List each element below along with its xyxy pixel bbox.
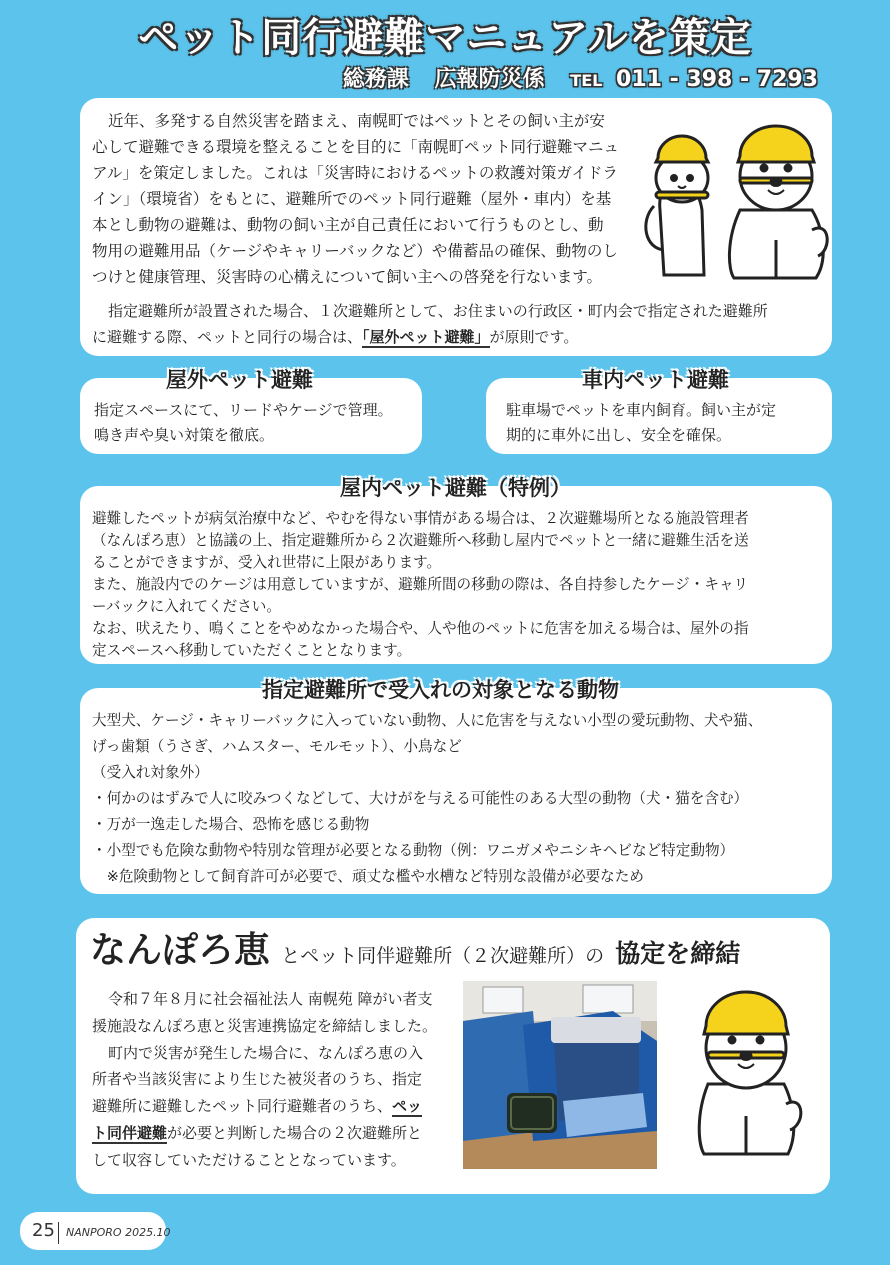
contact-info [325, 62, 818, 93]
indoor-title: 屋内ペット避難（特例） [340, 476, 571, 500]
cat-and-dog-illustration [636, 110, 832, 290]
car-line: 駐車場でペットを車内飼育。飼い主が定 [506, 401, 777, 419]
indoor-line: （なんぽろ恵）と協議の上、指定避難所から２次避難所へ移動し屋内でペットと一緒に避難生活を送 [92, 532, 749, 549]
dept-label: 総務課 [342, 67, 409, 92]
dog-illustration [690, 984, 806, 1160]
intro-line: 本とし動物の避難は、動物の飼い主が自己責任において行うものとし、動 [92, 216, 604, 234]
animals-line: （受入れ対象外） [92, 764, 209, 781]
page-title: ペット同行避難マニュアルを策定 [138, 15, 752, 61]
animals-line: ・小型でも危険な動物や特別な管理が必要となる動物（例：ワニガメやニシキヘビなど特定動物） [92, 842, 735, 859]
indoor-line: また、施設内でのケージは用意していますが、避難所間の移動の際は、各自持参したケージ・キャリ [92, 576, 749, 593]
animals-line: ※危険動物として飼育許可が必要で、頑丈な檻や水槽など特別な設備が必要なため [92, 868, 644, 885]
intro-paragraph-2 [92, 298, 828, 350]
outdoor-line: 鳴き声や臭い対策を徹底。 [94, 426, 275, 444]
indoor-line: なお、吠えたり、鳴くことをやめなかった場合や、人や他のペットに危害を加える場合は、屋外の指 [92, 620, 749, 637]
animals-line: ・何かのはずみで人に咬みつくなどして、大けがを与える可能性のある大型の動物（犬・猫を含む） [92, 790, 749, 807]
intro-line: 物用の避難用品（ケージやキャリーバックなど）や備蓄品の確保、動物のし [92, 242, 618, 260]
tel-label: TEL [570, 71, 603, 90]
animals-text [92, 708, 828, 890]
agreement-text: が必要と判断した場合の２次避難所と [167, 1123, 423, 1142]
intro-line: 心して避難できる環境を整えることを目的に「南幌町ペット同行避難マニュ [92, 138, 620, 156]
animals-line: 大型犬、ケージ・キャリーバックに入っていない動物、人に危害を与えない小型の愛玩動物、犬や猫、 [92, 712, 763, 729]
outdoor-text [94, 398, 414, 448]
shelter-tent-photo [463, 981, 657, 1169]
animals-line: げっ歯類（うさぎ、ハムスター、モルモット）、小鳥など [92, 738, 462, 755]
intro-text: が原則です。 [489, 328, 579, 346]
intro-line: 近年、多発する自然災害を踏まえ、南幌町ではペットとその飼い主が安 [108, 112, 605, 130]
page-number: 25 [32, 1220, 55, 1241]
intro-line: つけと健康管理、災害時の心構えについて飼い主への啓発を行ないます。 [92, 268, 602, 286]
agreement-line: して収容していただけることとなっています。 [92, 1150, 406, 1169]
intro-line [92, 324, 828, 350]
issue-label: NANPORO 2025.10 [66, 1226, 171, 1239]
car-title: 車内ペット避難 [582, 368, 729, 392]
agreement-line: 所者や当該災害により生じた被災者のうち、指定 [92, 1070, 423, 1089]
outdoor-line: 指定スペースにて、リードやケージで管理。 [94, 401, 393, 419]
agreement-line [92, 1093, 462, 1120]
agreement-title-mid: とペット同伴避難所（２次避難所）の [281, 945, 605, 967]
dog-helmet-icon [699, 992, 801, 1154]
intro-line: イン」（環境省）をもとに、避難所でのペット同行避難（屋外・車内）を基 [92, 190, 612, 208]
pet-companion-emphasis: ペッ [392, 1097, 423, 1116]
outdoor-emphasis: 「屋外ペット避難」 [362, 328, 490, 346]
indoor-text [92, 508, 828, 662]
outdoor-title: 屋外ペット避難 [166, 368, 313, 392]
section-label: 広報防災係 [434, 67, 545, 92]
agreement-text: 避難所に避難したペット同行避難者のうち、 [92, 1097, 393, 1116]
intro-paragraph-1 [92, 108, 640, 290]
car-line: 期的に車外に出し、安全を確保。 [506, 426, 732, 444]
agreement-line: 令和７年８月に社会福祉法人 南幌苑 障がい者支 [108, 990, 433, 1008]
indoor-line: ることができますが、受入れ世帯に上限があります。 [92, 554, 442, 571]
tel-number: 011 - 398 - 7293 [616, 67, 818, 92]
animals-line: ・万が一逸走した場合、恐怖を感じる動物 [92, 816, 370, 833]
intro-line: 指定避難所が設置された場合、１次避難所として、お住まいの行政区・町内会で指定された避難所 [108, 302, 768, 320]
agreement-line: 援施設なんぽろ恵と災害連携協定を締結しました。 [92, 1016, 438, 1035]
agreement-heading [90, 922, 740, 973]
indoor-line: 定スペースへ移動していただくこととなります。 [92, 642, 412, 659]
agreement-line: 町内で災害が発生した場合に、なんぽろ恵の入 [108, 1043, 424, 1062]
indoor-line: ーバックに入れてください。 [92, 598, 281, 615]
intro-text: に避難する際、ペットと同行の場合は、 [92, 328, 363, 346]
footer-divider [58, 1222, 59, 1244]
agreement-line [92, 1120, 462, 1147]
car-text [506, 398, 826, 448]
pet-companion-emphasis: ト同伴避難 [92, 1123, 168, 1142]
agreement-title-end: 協定を締結 [615, 939, 741, 968]
animals-title: 指定避難所で受入れの対象となる動物 [262, 678, 619, 702]
indoor-line: 避難したペットが病気治療中など、やむを得ない事情がある場合は、２次避難場所となる施設管理者 [92, 510, 749, 527]
agreement-text [92, 986, 462, 1174]
intro-line: アル」を策定しました。これは「災害時におけるペットの救護対策ガイドラ [92, 164, 618, 182]
agreement-title-big: なんぽろ恵 [90, 930, 271, 971]
cat-icon [646, 136, 708, 275]
dog-icon [729, 126, 827, 278]
